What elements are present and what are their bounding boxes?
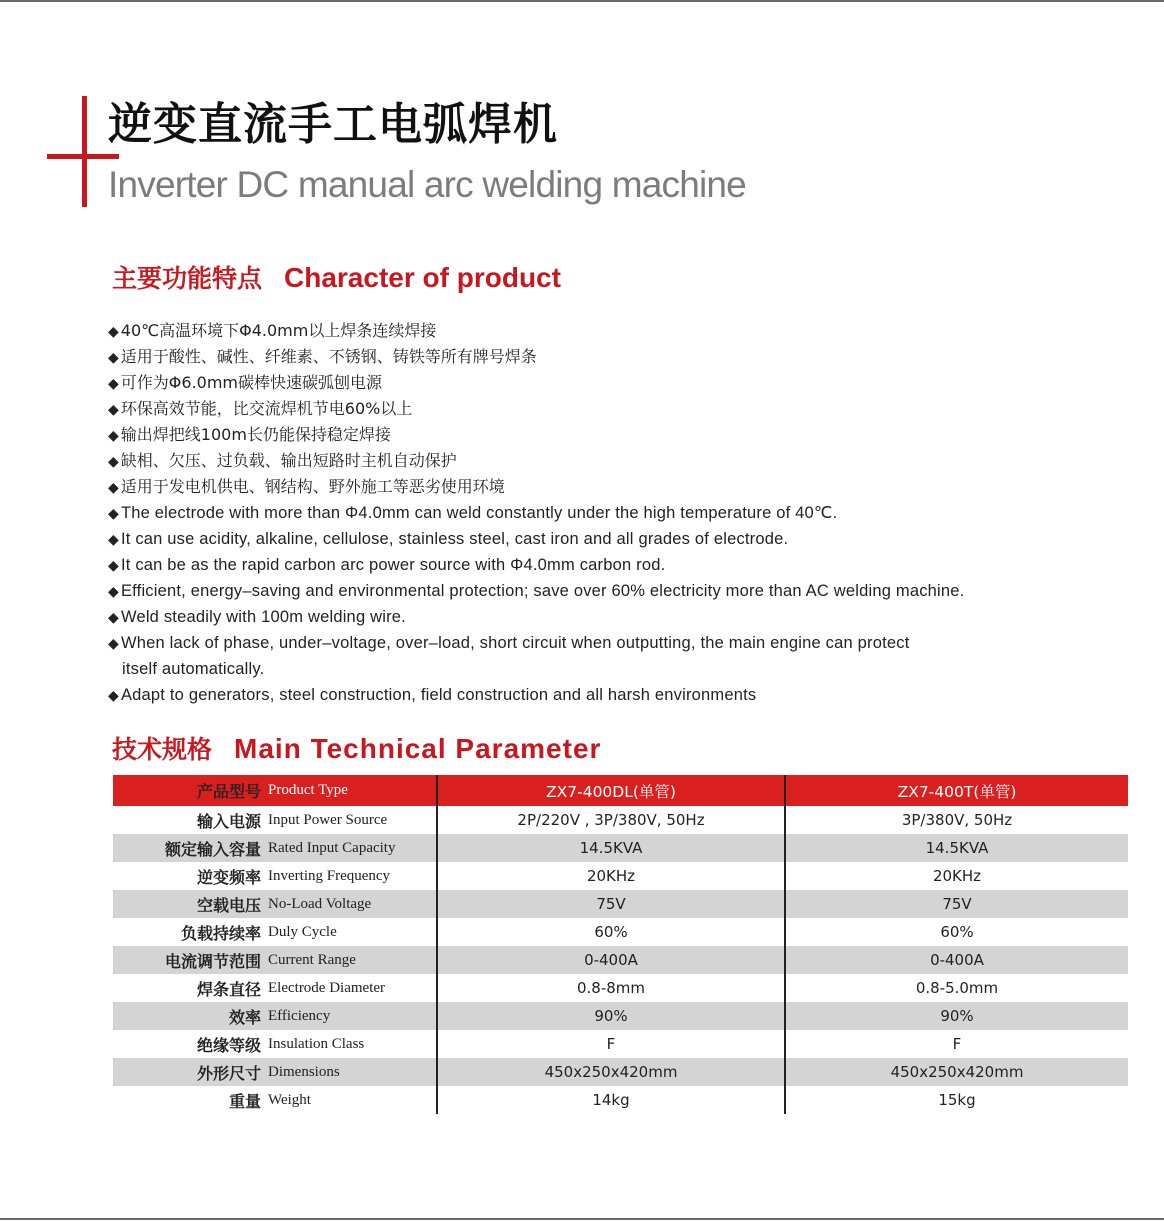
table-row [113,862,1128,890]
diamond-bullet-icon: ◆ [108,324,119,340]
param-label-zh: 输入电源 [196,811,261,831]
table-row [113,890,1128,918]
feature-item-zh [108,474,1108,500]
param-value-model-1: 14.5KVA [437,834,785,862]
param-label-en: Duly Cycle [268,923,337,940]
param-label-en: Input Power Source [268,811,388,828]
character-heading-english: Character of product [284,262,561,293]
feature-text: 40℃高温环境下Φ4.0mm以上焊条连续焊接 [120,321,437,340]
param-value-model-2: 15kg [938,1091,976,1109]
feature-text: Efficient, energy–saving and environmental protection; save over 60% electricity more than AC welding machine. [120,582,965,600]
param-value-model-1: 75V [437,890,785,918]
param-value-model-2: 0.8-5.0mm [915,979,999,997]
param-value-model-2: 75V [785,890,1128,918]
diamond-bullet-icon: ◆ [108,505,119,521]
param-value-model-2: 14.5KVA [785,834,1128,862]
param-label-en: Insulation Class [268,1035,365,1052]
table-row [113,946,1128,974]
param-value-model-2: 450x250x420mm [785,1058,1128,1086]
param-label-zh: 逆变频率 [196,867,261,887]
param-value-model-2: 3P/380V, 50Hz [901,811,1013,829]
feature-list [108,318,1108,708]
table-row [113,1086,1128,1114]
feature-item-zh [108,448,1108,474]
feature-text: Adapt to generators, steel construction, field construction and all harsh environments [120,686,757,704]
parameter-table [113,775,1128,1114]
table-row [113,806,1128,834]
table-row [113,974,1128,1002]
feature-item-en [108,604,1108,630]
red-cross-vertical-bar [82,96,87,207]
top-border-line [0,0,1164,2]
param-value-model-2: 90% [785,1002,1128,1030]
feature-text: 适用于酸性、碱性、纤维素、不锈钢、铸铁等所有牌号焊条 [120,347,537,366]
feature-item-zh [108,422,1108,448]
product-type-label-en: Product Type [268,775,437,806]
feature-item-en [108,578,1108,604]
feature-text: Weld steadily with 100m welding wire. [120,608,406,626]
diamond-bullet-icon: ◆ [108,531,119,547]
param-value-model-1: 2P/220V , 3P/380V, 50Hz [437,806,785,834]
param-value-model-2: 20KHz [932,867,982,885]
feature-item-zh [108,344,1108,370]
param-value-model-1: 0-400A [437,946,785,974]
param-value-model-1: 20KHz [437,862,785,890]
param-value-model-1: 0.8-8mm [437,974,785,1002]
product-type-label-zh: 产品型号 [113,775,268,806]
feature-text: When lack of phase, under–voltage, over–load, short circuit when outputting, the main engine can protect [120,634,910,652]
feature-item-zh [108,370,1108,396]
diamond-bullet-icon: ◆ [108,376,119,392]
feature-item-zh [108,318,1108,344]
page-title-english: Inverter DC manual arc welding machine [108,164,746,205]
parameter-heading-chinese: 技术规格 [112,735,213,764]
table-row [113,1002,1128,1030]
param-label-en: Current Range [268,946,437,974]
param-label-zh: 重量 [228,1091,261,1111]
feature-text: 可作为Φ6.0mm碳棒快速碳弧刨电源 [120,373,382,392]
diamond-bullet-icon: ◆ [108,402,119,418]
parameter-section-heading [112,732,601,766]
param-label-en: No-Load Voltage [268,890,437,918]
param-value-model-1: 60% [437,918,785,946]
table-row [113,918,1128,946]
param-label-en: Electrode Diameter [268,979,386,996]
feature-text: 环保高效节能，比交流焊机节电60%以上 [120,399,413,418]
param-label-en: Rated Input Capacity [268,834,437,862]
diamond-bullet-icon: ◆ [108,687,119,703]
character-heading-chinese: 主要功能特点 [112,264,263,293]
diamond-bullet-icon: ◆ [108,350,119,366]
feature-text: It can be as the rapid carbon arc power source with Φ4.0mm carbon rod. [120,556,666,574]
feature-item-en [108,500,1108,526]
param-value-model-1: 90% [437,1002,785,1030]
feature-text: 缺相、欠压、过负载、输出短路时主机自动保护 [120,451,457,470]
feature-text: It can use acidity, alkaline, cellulose, stainless steel, cast iron and all grades of electrode. [120,530,789,548]
feature-item-en [108,526,1108,552]
param-label-zh: 额定输入容量 [113,834,268,862]
diamond-bullet-icon: ◆ [108,428,119,444]
param-label-zh: 绝缘等级 [196,1035,261,1055]
diamond-bullet-icon: ◆ [108,583,119,599]
feature-text: 输出焊把线100m长仍能保持稳定焊接 [120,425,391,444]
param-value-model-2: F [952,1035,962,1053]
param-label-zh: 空载电压 [113,890,268,918]
table-row [113,1058,1128,1086]
param-value-model-1: F [437,1030,785,1058]
param-label-zh: 电流调节范围 [113,946,268,974]
param-label-zh: 外形尺寸 [113,1058,268,1086]
param-value-model-1: 14kg [437,1086,785,1114]
param-label-zh: 效率 [113,1002,268,1030]
red-cross-horizontal-bar [47,154,119,159]
character-section-heading [112,261,561,295]
param-value-model-2: 0-400A [785,946,1128,974]
page-title-chinese: 逆变直流手工电弧焊机 [108,99,558,150]
param-label-zh: 焊条直径 [196,979,261,999]
model-1-name: ZX7-400DL(单管) [437,775,785,806]
feature-item-zh [108,396,1108,422]
param-label-en: Weight [268,1091,311,1108]
diamond-bullet-icon: ◆ [108,609,119,625]
diamond-bullet-icon: ◆ [108,635,119,651]
model-2-name: ZX7-400T(单管) [785,775,1128,806]
param-value-model-2: 60% [940,923,974,941]
table-row [113,1030,1128,1058]
feature-text-continued: itself automatically. [122,660,265,678]
feature-item-en [108,552,1108,578]
diamond-bullet-icon: ◆ [108,480,119,496]
feature-text: 适用于发电机供电、钢结构、野外施工等恶劣使用环境 [120,477,505,496]
table-header-row [113,775,1128,806]
param-label-en: Inverting Frequency [268,867,391,884]
diamond-bullet-icon: ◆ [108,454,119,470]
param-label-en: Efficiency [268,1002,437,1030]
feature-item-en [108,630,1108,682]
table-row [113,834,1128,862]
param-label-zh: 负载持续率 [180,923,261,943]
param-value-model-1: 450x250x420mm [437,1058,785,1086]
bottom-border-line [0,1218,1164,1220]
parameter-heading-english: Main Technical Parameter [234,733,602,764]
feature-item-en [108,682,1108,708]
feature-text: The electrode with more than Φ4.0mm can weld constantly under the high temperature of 40℃. [120,504,838,522]
diamond-bullet-icon: ◆ [108,557,119,573]
param-label-en: Dimensions [268,1058,437,1086]
